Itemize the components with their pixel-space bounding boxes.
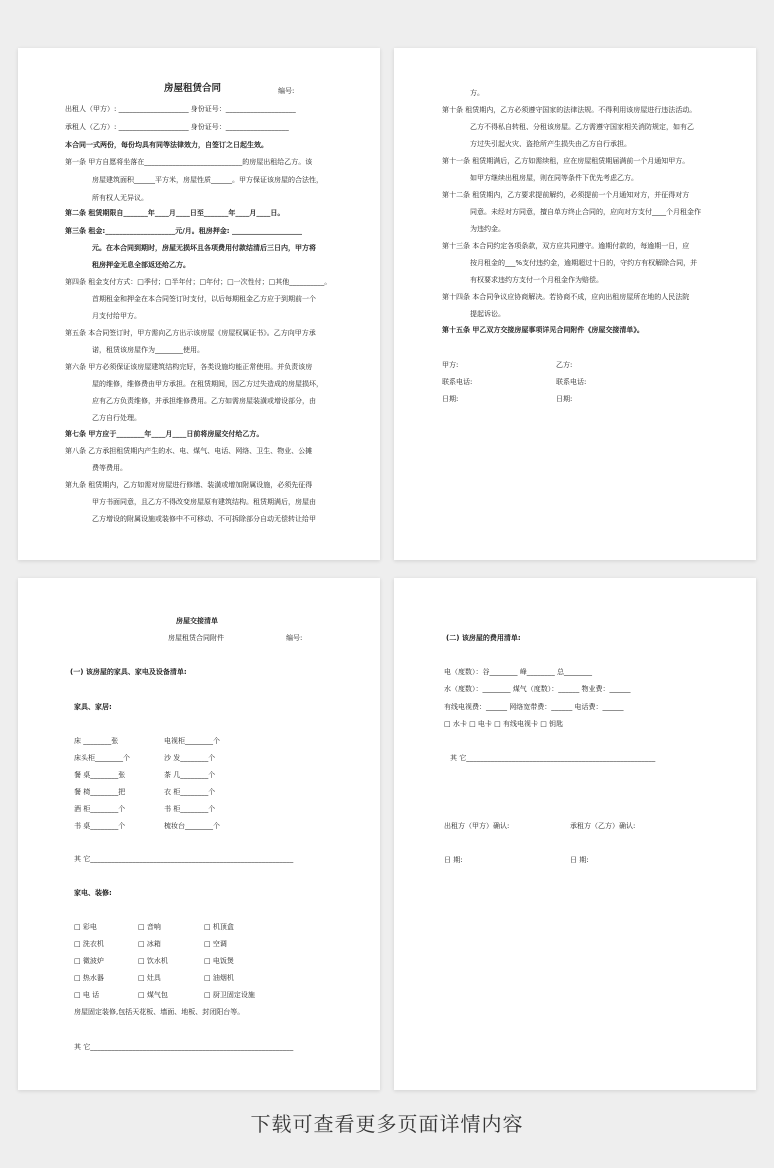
contract-number-label: 编号:: [278, 87, 295, 95]
lessee-line: 承租人（乙方）: ____________________ 身份证号：__________________: [65, 123, 289, 131]
other-items-line-1: 其 它__________________________________________________________: [74, 855, 294, 863]
appliance-checkbox-item: □ 微波炉: [74, 957, 104, 965]
article-4-line-1: 第四条 租金支付方式：□季付；□半年付；□年付；□一次性付；□其他__________。: [65, 278, 332, 286]
contract-page-3: [18, 578, 380, 1090]
article-8-line-1: 第八条 乙方承担租赁期内产生的水、电、煤气、电话、网络、卫生、物业、公摊: [65, 447, 313, 455]
appliance-checkbox-item: □ 洗衣机: [74, 940, 104, 948]
article-3-line-3: 租房押金无息全部返还给乙方。: [92, 261, 190, 269]
appliance-checkbox-item: □ 电 话: [74, 991, 100, 999]
continuation-text: 方。: [470, 89, 484, 97]
article-13-line-1: 第十三条 本合同约定各项条款，双方应共同遵守。逾期付款的，每逾期一日，应: [442, 242, 690, 250]
appliance-checkbox-item: □ 饮水机: [138, 957, 168, 965]
article-10-line-2: 乙方不得私自转租、分租该房屋。乙方需遵守国家相关消防规定，如有乙: [470, 123, 694, 131]
appliance-checkbox-item: □ 煤气包: [138, 991, 168, 999]
article-8-line-2: 费等费用。: [92, 464, 127, 472]
furniture-item: 床头柜________个: [74, 754, 130, 762]
contract-title: 房屋租赁合同: [164, 83, 222, 94]
article-4-line-2: 首期租金和押金在本合同签订时支付，以后每期租金乙方应于到期前一个: [92, 295, 316, 303]
furniture-item: 茶 几________个: [164, 771, 216, 779]
article-14-line-1: 第十四条 本合同争议应协商解决。若协商不成，应向出租房屋所在地的人民法院: [442, 293, 690, 301]
article-4-line-3: 月支付给甲方。: [92, 312, 141, 320]
article-3-line-1: 第三条 租金:____________________元/月。租房押金: ____________________: [65, 227, 303, 235]
appliance-heading: 家电、装修:: [74, 889, 112, 897]
furniture-item: 床 ________张: [74, 737, 119, 745]
appliance-checkbox-item: □ 灶具: [138, 974, 161, 982]
effect-clause: 本合同一式两份，每份均具有同等法律效力，自签订之日起生效。: [65, 141, 268, 149]
section-1-heading: (一) 该房屋的家具、家电及设备清单:: [70, 668, 187, 676]
handover-cards-keys: □ 水卡 □ 电卡 □ 有线电视卡 □ 钥匙: [444, 720, 564, 728]
furniture-item: 衣 柜________个: [164, 788, 216, 796]
party-a-phone-label: 联系电话:: [442, 378, 473, 386]
article-2: 第二条 租赁期限自_______年____月____日至_______年____月____日。: [65, 209, 285, 217]
appliance-checkbox-item: □ 油烟机: [204, 974, 234, 982]
handover-number-label: 编号:: [286, 634, 303, 642]
fee-tv-network-phone: 有线电视费：______ 网络宽带费：______ 电话费：______: [444, 703, 624, 711]
article-1-line-3: 所有权人无异议。: [92, 194, 148, 202]
article-5-line-1: 第五条 本合同签订时，甲方需向乙方出示该房屋《房屋权属证书》。乙方向甲方承: [65, 329, 316, 337]
section-2-heading: (二) 该房屋的费用清单:: [446, 634, 521, 642]
party-b-date-label: 日期:: [556, 395, 573, 403]
handover-list-title: 房屋交接清单: [176, 617, 218, 625]
article-15: 第十五条 甲乙双方交接房屋事项详见合同附件《房屋交接清单》。: [442, 326, 644, 334]
lessee-confirm-date-label: 日 期:: [570, 856, 589, 864]
article-5-line-2: 诺，租赁该房屋作为________使用。: [92, 346, 204, 354]
lessor-confirm-label: 出租方（甲方）确认:: [444, 822, 510, 830]
article-10-line-1: 第十条 租赁期内，乙方必须遵守国家的法律法规。不得利用该房屋进行违法活动。: [442, 106, 697, 114]
article-12-line-2: 同意。未经对方同意，擅自单方终止合同的，应向对方支付____个月租金作: [470, 208, 701, 216]
article-11-line-1: 第十一条 租赁期满后，乙方如需续租，应在房屋租赁期届满前一个月通知甲方。: [442, 157, 690, 165]
article-3-line-2: 元。在本合同到期时，房屋无损坏且各项费用付款结清后三日内，甲方将: [92, 244, 316, 252]
lessee-confirm-label: 承租方（乙方）确认:: [570, 822, 636, 830]
article-9-line-1: 第九条 租赁期内，乙方如需对房屋进行修缮、装潢或增加附属设施，必须先征得: [65, 481, 313, 489]
appliance-checkbox-item: □ 厨卫固定设施: [204, 991, 255, 999]
article-6-line-1: 第六条 甲方必须保证该房屋建筑结构完好，各类设施均能正常使用。并负责该房: [65, 363, 313, 371]
furniture-item: 电视柜________个: [164, 737, 220, 745]
article-11-line-2: 如甲方继续出租房屋，则在同等条件下优先考虑乙方。: [470, 174, 638, 182]
article-14-line-2: 提起诉讼。: [470, 310, 505, 318]
furniture-item: 沙 发________个: [164, 754, 216, 762]
furniture-item: 餐 椅________把: [74, 788, 126, 796]
appliance-checkbox-item: □ 冰箱: [138, 940, 161, 948]
article-13-line-2: 按月租金的___%支付违约金，逾期超过十日的，守约方有权解除合同，并: [470, 259, 698, 267]
party-b-signature-label: 乙方:: [556, 361, 573, 369]
article-9-line-2: 甲方书面同意，且乙方不得改变房屋原有建筑结构。租赁期满后，房屋由: [92, 498, 316, 506]
fee-electricity: 电（度数）：谷________ 峰________ 总________: [444, 668, 592, 676]
party-b-phone-label: 联系电话:: [556, 378, 587, 386]
article-6-line-2: 屋的维修，维修费由甲方承担。在租赁期间，因乙方过失造成的房屋损坏，: [92, 380, 323, 388]
contract-page-2: [394, 48, 756, 560]
appliance-checkbox-item: □ 空调: [204, 940, 227, 948]
article-7: 第七条 甲方应于________年____月____日前将房屋交付给乙方。: [65, 430, 264, 438]
article-9-line-3: 乙方增设的附属设施或装修中不可移动、不可拆除部分自动无偿转让给甲: [92, 515, 316, 523]
fee-water-gas-property: 水（度数）：________ 煤气（度数）：______ 物业费：______: [444, 685, 631, 693]
article-1-line-1: 第一条 甲方自愿将坐落在____________________________的房屋出租给乙方。该: [65, 158, 313, 166]
fixed-decoration-note: 房屋固定装修,包括天花板、墙面、地板、封闭阳台等。: [74, 1008, 245, 1016]
furniture-item: 餐 桌________张: [74, 771, 126, 779]
download-more-pages-caption: 下载可查看更多页面详情内容: [250, 1112, 524, 1136]
party-a-signature-label: 甲方:: [442, 361, 459, 369]
lessor-line: 出租人（甲方）: ____________________ 身份证号：____________________: [65, 105, 296, 113]
lessor-confirm-date-label: 日 期:: [444, 856, 463, 864]
article-10-line-3: 方过失引起火灾、盗抢所产生损失由乙方自行承担。: [470, 140, 631, 148]
appliance-checkbox-item: □ 热水器: [74, 974, 104, 982]
furniture-item: 书 柜________个: [164, 805, 216, 813]
article-6-line-4: 乙方自行处理。: [92, 414, 141, 422]
appliance-checkbox-item: □ 彩电: [74, 923, 97, 931]
article-6-line-3: 应有乙方负责维修，并承担维修费用。乙方如需房屋装潢或增设部分，由: [92, 397, 316, 405]
other-items-line-2: 其 它__________________________________________________________: [74, 1043, 294, 1051]
party-a-date-label: 日期:: [442, 395, 459, 403]
contract-page-1: [18, 48, 380, 560]
furniture-item: 书 桌________个: [74, 822, 126, 830]
handover-list-subtitle: 房屋租赁合同附件: [168, 634, 224, 642]
article-12-line-1: 第十二条 租赁期内，乙方要求提前解约，必须提前一个月通知对方，并征得对方: [442, 191, 690, 199]
other-fees-line: 其 它______________________________________________________: [450, 754, 656, 762]
appliance-checkbox-item: □ 电饭煲: [204, 957, 234, 965]
article-12-line-3: 为违约金。: [470, 225, 505, 233]
appliance-checkbox-item: □ 音响: [138, 923, 161, 931]
contract-page-4: [394, 578, 756, 1090]
furniture-heading: 家具、家居:: [74, 703, 112, 711]
furniture-item: 酒 柜________个: [74, 805, 126, 813]
article-1-line-2: 房屋建筑面积______平方米，房屋性质______。甲方保证该房屋的合法性，: [92, 176, 323, 184]
article-13-line-3: 有权要求违约方支付一个月租金作为赔偿。: [470, 276, 603, 284]
furniture-item: 梳妆台________个: [164, 822, 220, 830]
appliance-checkbox-item: □ 机顶盒: [204, 923, 234, 931]
